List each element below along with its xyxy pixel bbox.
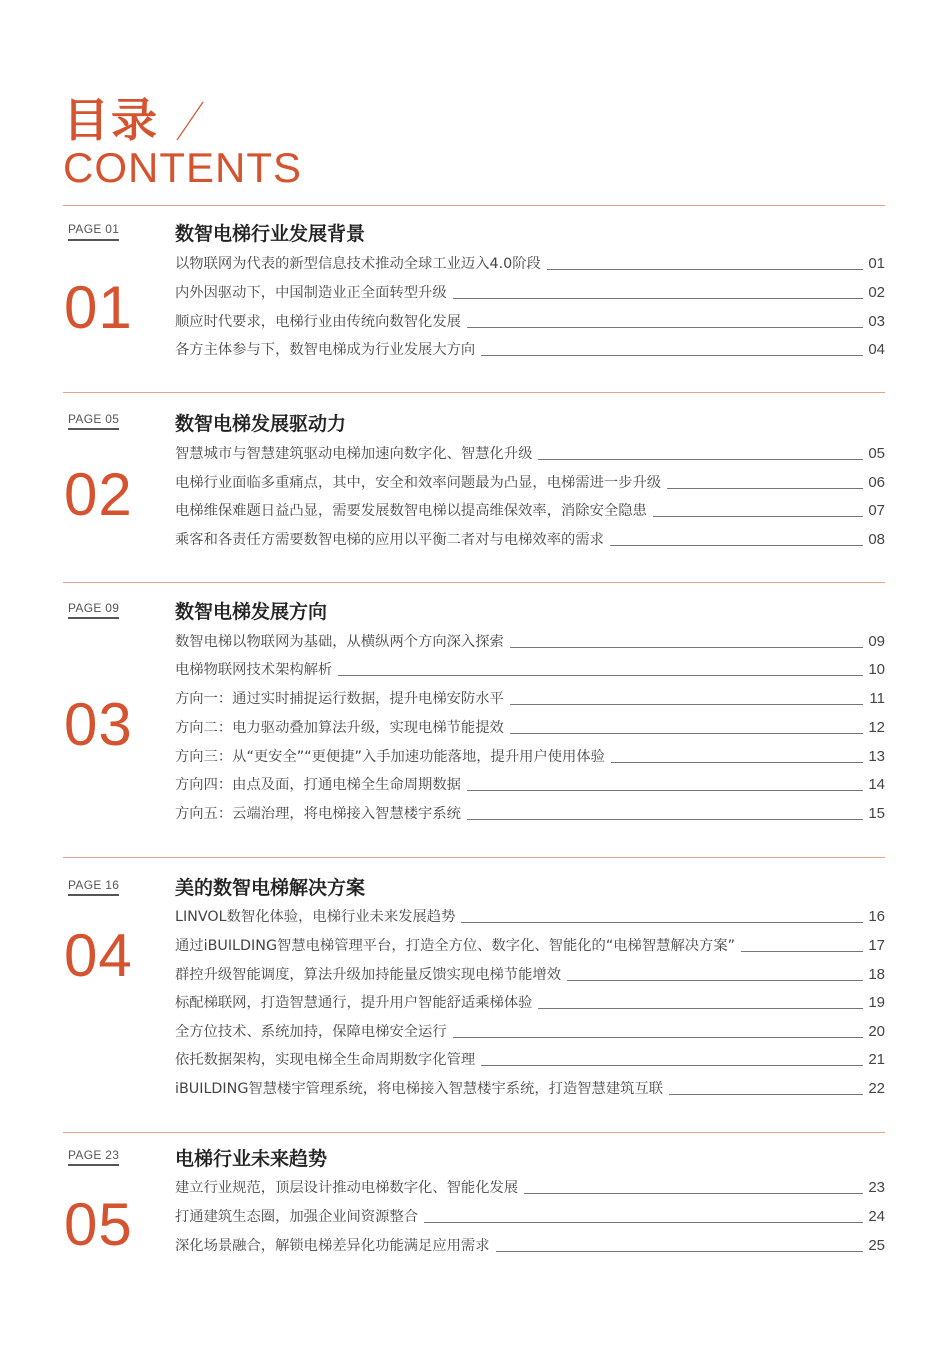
leader-line [510,704,863,705]
toc-entry-page: 15 [868,805,885,822]
page-label-underline [68,617,119,619]
section-page-label: PAGE 05 [68,412,120,426]
toc-entry-text: 乘客和各责任方需要数智电梯的应用以平衡二者对与电梯效率的需求 [175,532,604,548]
section-divider [63,205,885,206]
leader-line [467,819,863,820]
toc-entry[interactable] [175,992,885,1012]
page-label-underline [68,428,119,430]
toc-header [63,92,463,202]
leader-line [496,1251,863,1252]
section-number: 04 [64,922,133,989]
leader-line [610,545,863,546]
toc-entry-text: iBUILDING智慧楼宇管理系统，将电梯接入智慧楼宇系统，打造智慧建筑互联 [175,1081,664,1097]
section-page-label: PAGE 01 [68,222,120,236]
toc-entry-text: 打通建筑生态圈，加强企业间资源整合 [175,1209,419,1225]
section-title: 数智电梯发展驱动力 [175,413,347,435]
toc-entry-page: 23 [868,1179,885,1196]
section-number: 05 [64,1191,133,1258]
section-number: 02 [64,461,133,528]
leader-line [481,1065,863,1066]
toc-entry[interactable] [175,631,885,651]
leader-line [510,733,863,734]
leader-line [538,459,863,460]
leader-line [467,790,863,791]
toc-entry-text: 各方主体参与下，数智电梯成为行业发展大方向 [175,342,476,358]
toc-entry-text: 数智电梯以物联网为基础，从横纵两个方向深入探索 [175,634,504,650]
toc-entry-page: 16 [868,908,885,925]
toc-entry-page: 24 [868,1208,885,1225]
leader-line [611,762,863,763]
toc-entry-text: 方向四：由点及面，打通电梯全生命周期数据 [175,777,461,793]
toc-entry[interactable] [175,659,885,679]
section-divider [63,582,885,583]
toc-entry[interactable] [175,1206,885,1226]
toc-entry[interactable] [175,339,885,359]
toc-entry-text: 通过iBUILDING智慧电梯管理平台，打造全方位、数字化、智能化的“电梯智慧解决方案” [175,938,736,954]
toc-entry[interactable] [175,1049,885,1069]
toc-entry-text: 内外因驱动下，中国制造业正全面转型升级 [175,285,447,301]
leader-line [467,327,863,328]
toc-entry[interactable] [175,774,885,794]
toc-entry-page: 04 [868,341,885,358]
toc-entry[interactable] [175,443,885,463]
toc-entry-text: 标配梯联网，打造智慧通行，提升用户智能舒适乘梯体验 [175,995,533,1011]
leader-line [653,516,863,517]
toc-entry-text: 建立行业规范，顶层设计推动电梯数字化、智能化发展 [175,1180,519,1196]
leader-line [453,298,863,299]
toc-entry[interactable] [175,282,885,302]
page-title-en: CONTENTS [63,144,302,191]
toc-entry-page: 22 [868,1080,885,1097]
toc-entry[interactable] [175,688,885,708]
leader-line [481,355,863,356]
toc-entry-text: 方向二：电力驱动叠加算法升级，实现电梯节能提效 [175,720,504,736]
toc-entry-text: 顺应时代要求，电梯行业由传统向数智化发展 [175,314,461,330]
toc-entry-page: 08 [868,531,885,548]
toc-entry-page: 11 [869,690,885,707]
toc-entry[interactable] [175,717,885,737]
toc-entry-page: 13 [868,748,885,765]
toc-entry-page: 05 [868,445,885,462]
leader-line [338,675,863,676]
section-title: 数智电梯发展方向 [175,601,328,623]
section-divider [63,857,885,858]
page-title-cn: 目录 [63,93,159,147]
toc-entry[interactable] [175,500,885,520]
toc-entry[interactable] [175,472,885,492]
section-page-label: PAGE 16 [68,878,120,892]
section-page-label: PAGE 09 [68,601,120,615]
toc-entry-text: 方向一：通过实时捕捉运行数据，提升电梯安防水平 [175,691,504,707]
toc-entry[interactable] [175,935,885,955]
section-title: 数智电梯行业发展背景 [175,223,366,245]
leader-line [667,488,863,489]
toc-entry[interactable] [175,964,885,984]
leader-line [567,980,863,981]
section-divider [63,1132,885,1133]
leader-line [547,269,863,270]
toc-entry[interactable] [175,746,885,766]
section-title: 电梯行业未来趋势 [175,1148,328,1170]
toc-entry-page: 10 [868,661,885,678]
toc-entry-page: 07 [868,502,885,519]
toc-entry[interactable] [175,529,885,549]
toc-entry[interactable] [175,253,885,273]
toc-entry[interactable] [175,1078,885,1098]
section-divider [63,392,885,393]
slash-decoration [175,100,205,142]
page-label-underline [68,894,119,896]
toc-entry-page: 01 [868,255,885,272]
toc-entry-page: 09 [868,633,885,650]
toc-entry-text: LINVOL数智化体验，电梯行业未来发展趋势 [175,909,456,925]
leader-line [424,1222,863,1223]
toc-entry[interactable] [175,1235,885,1255]
toc-entry-text: 电梯物联网技术架构解析 [175,662,333,678]
toc-entry-page: 20 [868,1023,885,1040]
leader-line [461,922,863,923]
toc-entry-text: 全方位技术、系统加持，保障电梯安全运行 [175,1024,447,1040]
leader-line [669,1094,863,1095]
toc-entry-page: 21 [868,1051,885,1068]
page-label-underline [68,239,119,241]
toc-entry-page: 14 [868,776,885,793]
toc-entry-text: 方向五：云端治理，将电梯接入智慧楼宇系统 [175,806,461,822]
leader-line [741,951,863,952]
toc-entry-text: 方向三：从“更安全”“更便捷”入手加速功能落地，提升用户使用体验 [175,749,605,765]
leader-line [538,1008,863,1009]
toc-entry[interactable] [175,906,885,926]
toc-entry-page: 02 [868,284,885,301]
section-page-label: PAGE 23 [68,1148,120,1162]
toc-entry-text: 依托数据架构，实现电梯全生命周期数字化管理 [175,1052,476,1068]
toc-entry-page: 12 [868,719,885,736]
page-label-underline [68,1164,119,1166]
toc-entry[interactable] [175,803,885,823]
toc-entry-text: 智慧城市与智慧建筑驱动电梯加速向数字化、智慧化升级 [175,446,533,462]
toc-entry-page: 18 [868,966,885,983]
toc-entry[interactable] [175,311,885,331]
toc-entry-text: 电梯行业面临多重痛点，其中，安全和效率问题最为凸显，电梯需进一步升级 [175,475,662,491]
section-number: 03 [64,691,133,758]
toc-entry-text: 以物联网为代表的新型信息技术推动全球工业迈入4.0阶段 [175,256,541,272]
toc-entry-text: 电梯维保难题日益凸显，需要发展数智电梯以提高维保效率，消除安全隐患 [175,503,647,519]
toc-entry-text: 深化场景融合，解锁电梯差异化功能满足应用需求 [175,1238,490,1254]
toc-entry-page: 25 [868,1237,885,1254]
toc-entry-page: 06 [868,474,885,491]
leader-line [524,1193,863,1194]
toc-entry-text: 群控升级智能调度，算法升级加持能量反馈实现电梯节能增效 [175,967,562,983]
toc-entry[interactable] [175,1177,885,1197]
leader-line [510,647,863,648]
toc-entry-page: 17 [868,937,885,954]
leader-line [453,1037,863,1038]
toc-entry-page: 03 [868,313,885,330]
section-number: 01 [64,274,133,341]
section-title: 美的数智电梯解决方案 [175,877,366,899]
toc-entry[interactable] [175,1021,885,1041]
toc-entry-page: 19 [868,994,885,1011]
